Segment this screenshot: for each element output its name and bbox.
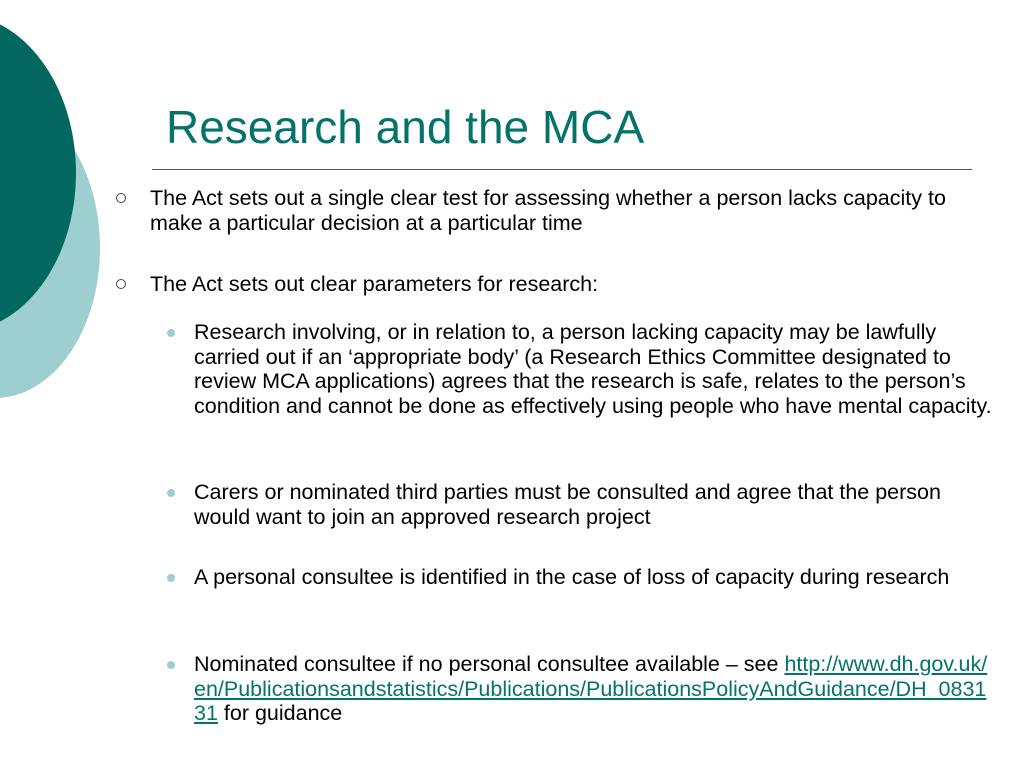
bullet-text: The Act sets out a single clear test for assessing whether a person lacks capacity to make a particular decision at a particular time (150, 186, 946, 235)
bullet-research-parameters (150, 272, 980, 297)
dot-bullet-icon (167, 661, 175, 669)
sub-bullet-appropriate-body (194, 320, 994, 418)
slide-title: Research and the MCA (166, 101, 645, 153)
dot-bullet-icon (167, 489, 175, 497)
dot-bullet-icon (167, 574, 175, 582)
sub-bullet-nominated-consultee (194, 652, 994, 726)
sub-bullet-carers-consulted (194, 480, 994, 529)
ring-bullet-icon (116, 279, 126, 289)
dot-bullet-icon (167, 329, 175, 337)
sub-bullet-text-after: for guidance (217, 701, 343, 725)
sub-bullet-text: Carers or nominated third parties must be consulted and agree that the person would want to join an approved research project (194, 480, 941, 529)
ring-bullet-icon (116, 193, 126, 203)
guidance-link[interactable]: http://www.dh.gov.uk/en/Publicationsandstatistics/Publications/PublicationsPolicyAndGuidance/DH_083131 (194, 652, 988, 725)
sub-bullet-personal-consultee (194, 565, 994, 590)
sub-bullet-text-before: Nominated consultee if no personal consultee available – see (194, 652, 785, 676)
sub-bullet-text: A personal consultee is identified in the case of loss of capacity during research (194, 565, 950, 589)
bullet-text: The Act sets out clear parameters for research: (150, 272, 599, 296)
sub-bullet-text: Research involving, or in relation to, a person lacking capacity may be lawfully carried out if an ‘appropriate body’ (a Research Ethics Committee designated to review MCA applications) agrees that the research is safe, relates to the person’s condition and cannot be done as effectively using people who have mental capacity. (194, 320, 992, 418)
bullet-single-clear-test (150, 186, 980, 235)
